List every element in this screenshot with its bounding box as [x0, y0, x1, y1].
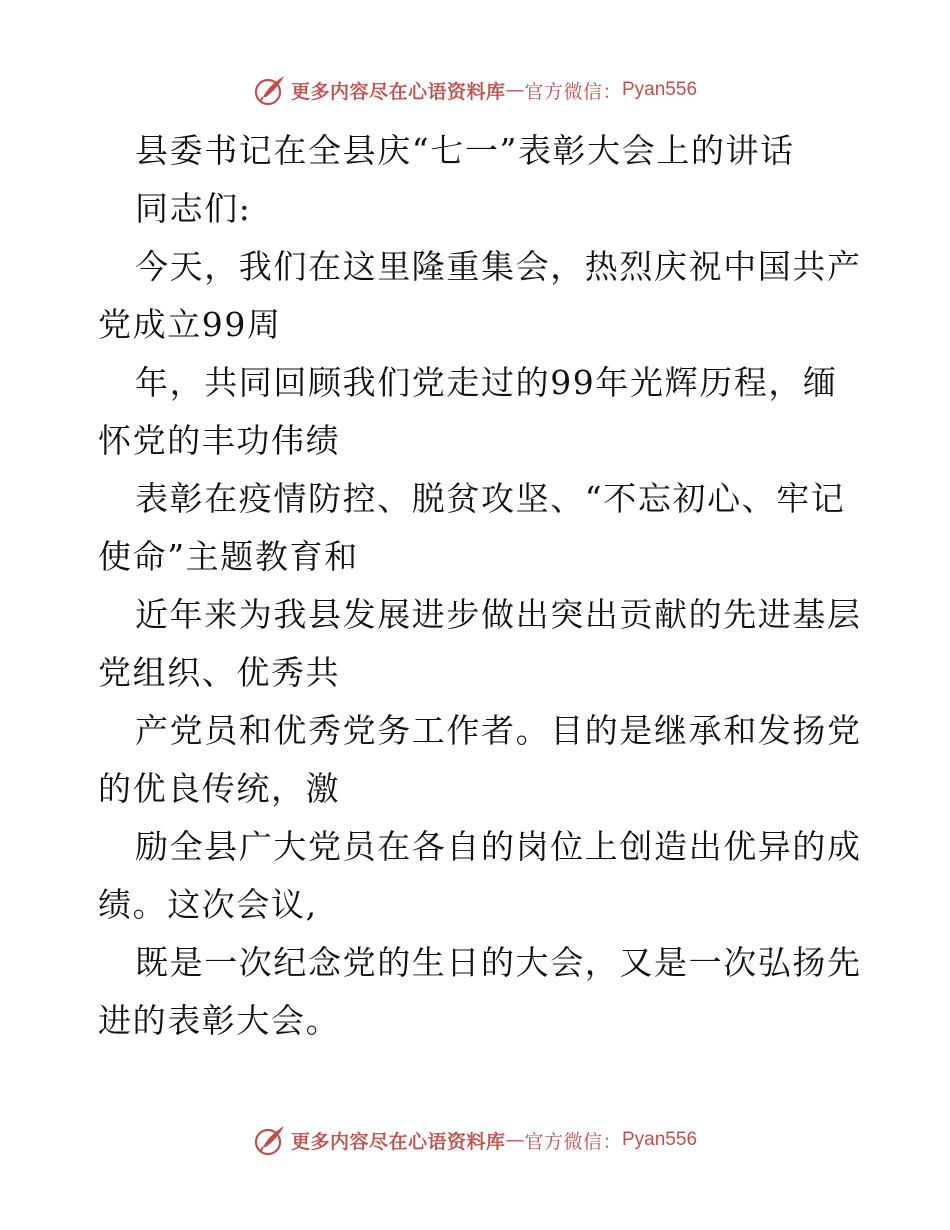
paragraph-line: 党成立99周	[98, 305, 282, 344]
paragraph-line: 使命”主题教育和	[98, 537, 359, 576]
paragraph-line: 进的表彰大会。	[98, 1001, 341, 1040]
salutation: 同志们:	[135, 189, 252, 228]
quill-pen-logo-icon	[253, 73, 287, 107]
paragraph-line: 近年来为我县发展进步做出突出贡献的先进基层	[135, 595, 862, 634]
banner-wechat-label: 官方微信：	[524, 1130, 622, 1153]
paragraph-line: 怀党的丰功伟绩	[98, 421, 341, 460]
banner-wechat-id: Pyan556	[622, 79, 698, 100]
document-title: 县委书记在全县庆“七一”表彰大会上的讲话	[135, 131, 795, 170]
paragraph-line: 年，共同回顾我们党走过的99年光辉历程，缅	[135, 363, 838, 402]
footer-watermark-banner	[0, 1120, 950, 1160]
paragraph-line: 绩。这次会议,	[98, 885, 318, 924]
document-body	[98, 122, 862, 1050]
quill-pen-logo-icon	[253, 1123, 287, 1157]
paragraph-line: 今天，我们在这里隆重集会，热烈庆祝中国共产	[135, 247, 862, 286]
banner-separator: —	[505, 79, 525, 101]
paragraph-line: 的优良传统，激	[98, 769, 341, 808]
banner-separator: —	[505, 1129, 525, 1151]
banner-wechat-label: 官方微信：	[524, 80, 622, 103]
paragraph-line: 表彰在疫情防控、脱贫攻坚、“不忘初心、牢记	[135, 479, 846, 518]
banner-brand-text: 更多内容尽在心语资料库	[290, 1130, 506, 1153]
paragraph-line: 产党员和优秀党务工作者。目的是继承和发扬党	[135, 711, 862, 750]
banner-wechat-id: Pyan556	[622, 1129, 698, 1150]
paragraph-line: 既是一次纪念党的生日的大会，又是一次弘扬先	[135, 943, 862, 982]
banner-brand-text: 更多内容尽在心语资料库	[290, 80, 506, 103]
header-watermark-banner	[0, 70, 950, 110]
paragraph-line: 党组织、优秀共	[98, 653, 341, 692]
paragraph-line: 励全县广大党员在各自的岗位上创造出优异的成	[135, 827, 862, 866]
